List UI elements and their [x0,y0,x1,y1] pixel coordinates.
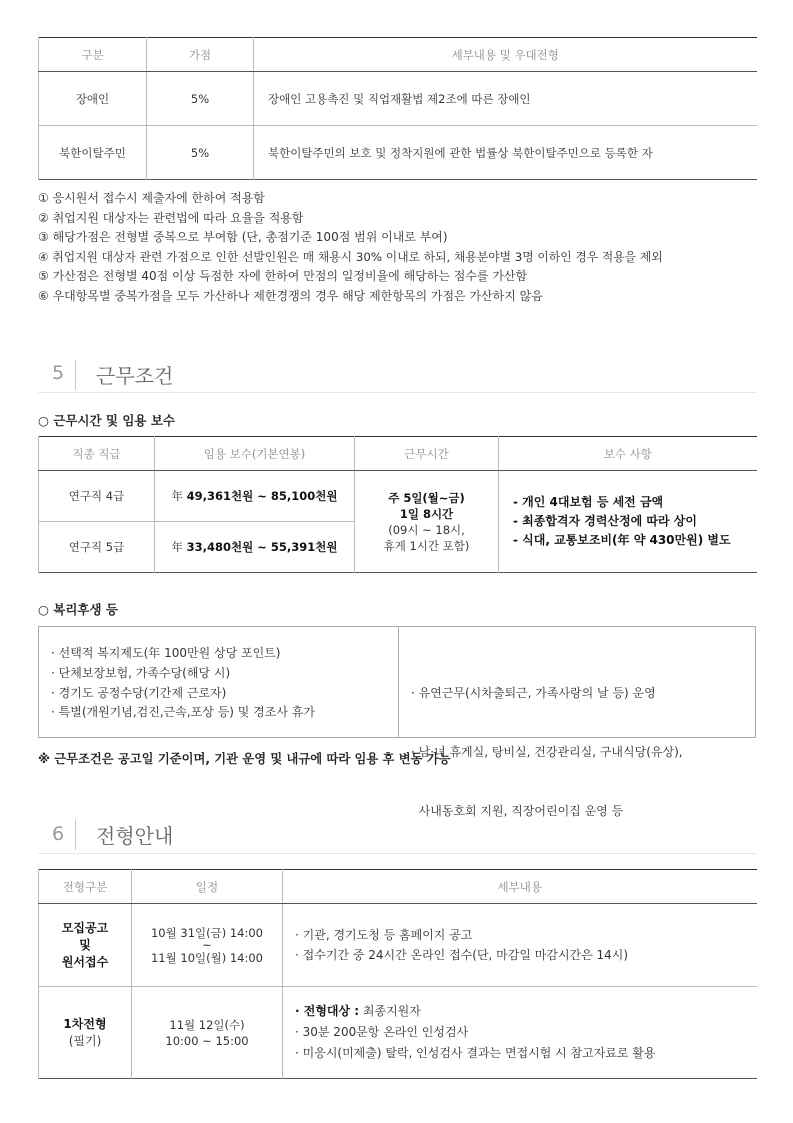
welfare-left-list [51,644,315,723]
salary-value: 33,480천원 ~ 55,391천원 [186,540,338,554]
stage-line: 원서접수 [61,954,109,969]
note-item: ① 응시원서 접수시 제출자에 한하여 적용함 [38,191,265,205]
welfare-subtitle: ○ 복리후생 등 [38,602,118,617]
hours-line: 휴게 1시간 포함) [383,538,470,553]
detail-item: · 접수기간 중 24시간 온라인 접수(단, 마감일 마감시간은 14시) [295,948,629,962]
working-conditions-footnote: ※ 근무조건은 공고일 기준이며, 기관 운영 및 내규에 따라 임용 후 변동 가능 [38,752,451,766]
table-row [39,904,757,987]
section-title: 전형안내 [96,824,174,848]
cell-stage [39,987,132,1079]
cell-details [283,987,757,1079]
date-line: 10:00 ~ 15:00 [165,1033,249,1048]
section-number: 5 [52,362,65,384]
col-header-hours: 근무시간 [355,437,499,471]
cell-type: 장애인 [39,72,147,126]
cell-hours [355,471,499,573]
note-item: ⑤ 가산점은 전형별 40점 이상 득점한 자에 한하여 만점의 일정비율에 해당하는 점수를 가산함 [38,269,528,284]
detail-item: · 30분 200문항 온라인 인성검사 [295,1025,469,1039]
target-value: 최종지원자 [359,1004,421,1018]
table-row [39,126,757,180]
welfare-item: · 선택적 복지제도(年 100만원 상당 포인트) [51,646,281,660]
pay-note: - 개인 4대보험 등 세전 금액 [513,495,664,509]
pay-subtitle: ○ 근무시간 및 임용 보수 [38,413,175,428]
cell-stage [39,904,132,987]
pay-table [38,436,757,573]
col-header-details: 세부내용 [283,870,757,904]
welfare-item: · 특별(개원기념,검진,근속,포상 등) 및 경조사 휴가 [51,705,315,720]
note-item: ④ 취업지원 대상자 관련 가점으로 인한 선발인원은 매 채용시 30% 이내로 하되, 채용분야별 3명 이하인 경우 적용을 제외 [38,249,663,264]
hours-line: 1일 8시간 [399,506,454,521]
detail-item: · 기관, 경기도청 등 홈페이지 공고 [295,928,473,942]
welfare-item: 사내동호회 지원, 직장어린이집 운영 등 [411,804,624,819]
col-header-type: 구분 [39,38,147,72]
hours-line: 주 5일(월~금) [388,490,465,505]
stage-line: (필기) [68,1033,102,1048]
hours-line: (09시 ~ 18시, [388,522,465,537]
section-title: 근무조건 [96,364,174,388]
cell-points: 5% [147,72,254,126]
preference-table [38,37,757,180]
detail-item [295,1001,757,1022]
cell-salary [155,471,355,522]
cell-detail: 장애인 고용촉진 및 직업재활법 제2조에 따른 장애인 [254,72,757,126]
target-label: · 전형대상 : [295,1004,360,1018]
selection-table [38,869,757,1079]
welfare-item: · 경기도 공정수당(기간제 근로자) [51,685,227,700]
section-underline [38,853,756,854]
cell-schedule [132,987,283,1079]
cell-detail: 북한이탈주민의 보호 및 정착지원에 관한 법률상 북한이탈주민으로 등록한 자 [254,126,757,180]
welfare-item: · 유연근무(시차출퇴근, 가족사랑의 날 등) 운영 [411,685,656,700]
section-underline [38,392,756,393]
cell-schedule [132,904,283,987]
section-divider [75,360,76,390]
note-item: ③ 해당가점은 전형별 중복으로 부여함 (단, 총점기준 100점 범위 이내로 부여) [38,230,448,245]
welfare-divider [398,627,399,737]
salary-prefix: 年 [171,540,183,554]
cell-grade: 연구직 4급 [39,471,155,522]
table-row [39,471,757,522]
section-divider [75,820,76,850]
date-line: 11월 12일(수) [169,1017,245,1032]
col-header-schedule: 일정 [132,870,283,904]
cell-salary [155,522,355,573]
note-item: ⑥ 우대항목별 중복가점을 모두 가산하나 제한경쟁의 경우 해당 제한항목의 가점은 가산하지 않음 [38,288,543,303]
col-header-grade: 직종 직급 [39,437,155,471]
welfare-right-list [411,644,683,862]
notes-list [38,189,663,307]
stage-line: 모집공고 [61,920,109,935]
col-header-salary: 임용 보수(기본연봉) [155,437,355,471]
welfare-item: · 단체보장보험, 가족수당(해당 시) [51,665,231,680]
col-header-points: 가점 [147,38,254,72]
cell-details [283,904,757,987]
section-number: 6 [52,823,65,845]
col-header-detail: 세부내용 및 우대전형 [254,38,757,72]
col-header-pay-notes: 보수 사항 [499,437,757,471]
salary-value: 49,361천원 ~ 85,100천원 [186,489,338,503]
detail-item: · 미응시(미제출) 탈락, 인성검사 결과는 면접시험 시 참고자료로 활용 [295,1046,656,1060]
date-line: ~ [202,937,212,952]
date-line: 11월 10일(월) 14:00 [150,950,264,965]
date-line: 10월 31일(금) 14:00 [150,925,264,940]
salary-prefix: 年 [171,489,183,503]
table-row [39,72,757,126]
cell-pay-notes [499,471,757,573]
welfare-item: · 남·녀 휴게실, 탕비실, 건강관리실, 구내식당(유상), [411,744,683,759]
cell-type: 북한이탈주민 [39,126,147,180]
col-header-stage: 전형구분 [39,870,132,904]
pay-note: - 식대, 교통보조비(年 약 430만원) 별도 [513,533,731,547]
note-item: ② 취업지원 대상자는 관련법에 따라 요율을 적용함 [38,210,304,225]
cell-grade: 연구직 5급 [39,522,155,573]
pay-note: - 최종합격자 경력산정에 따라 상이 [513,514,697,528]
table-row [39,987,757,1079]
stage-line: 1차전형 [63,1016,107,1031]
stage-line: 및 [79,937,91,952]
cell-points: 5% [147,126,254,180]
